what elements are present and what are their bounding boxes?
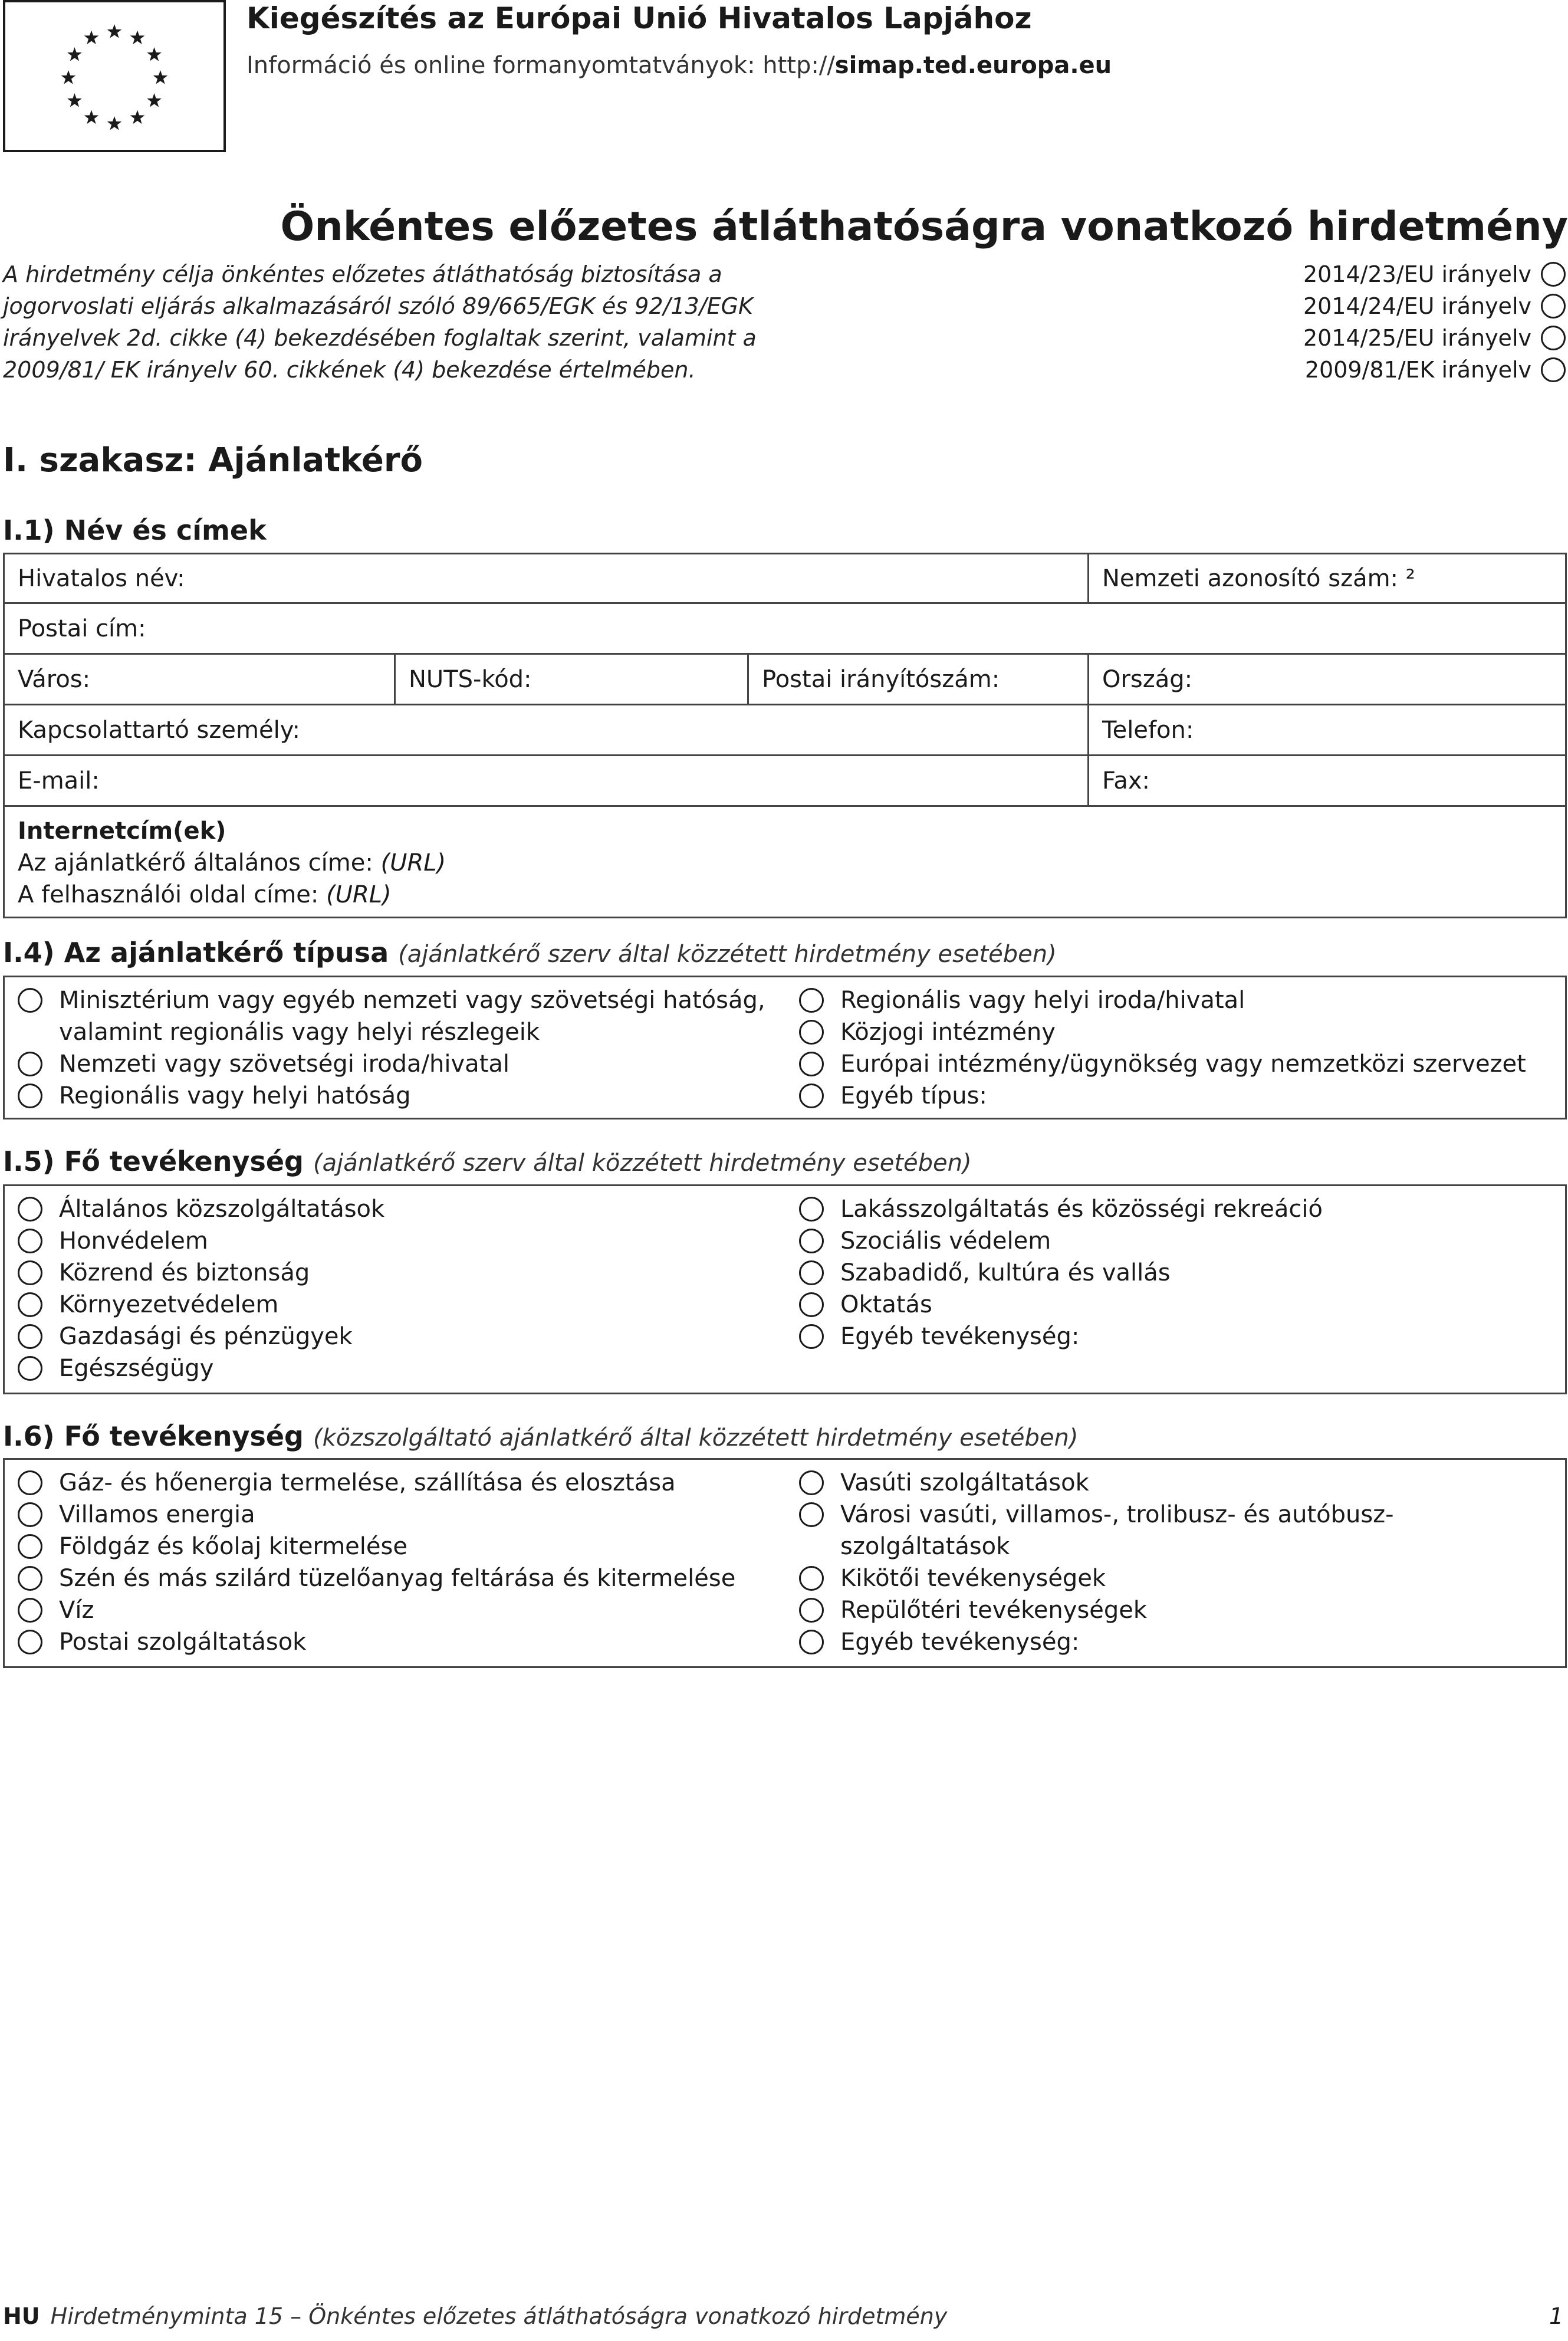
url-hint: (URL) — [326, 881, 392, 908]
telephone-field[interactable] — [1089, 705, 1565, 754]
option-radio[interactable] — [18, 1470, 42, 1495]
eu-star — [84, 30, 99, 44]
option-item[interactable] — [18, 984, 799, 1048]
option-radio[interactable] — [799, 1470, 824, 1495]
eu-star — [107, 24, 122, 38]
field-label: Ország: — [1102, 665, 1193, 693]
option-radio[interactable] — [18, 988, 42, 1013]
eu-star — [130, 30, 145, 44]
option-label: Európai intézmény/ügynökség vagy nemzetközi szervezet — [840, 1050, 1526, 1078]
field-label: Fax: — [1102, 767, 1150, 794]
postal-address-field[interactable] — [5, 604, 1565, 653]
footer-text: Hirdetményminta 15 – Önkéntes előzetes átláthatóságra vonatkozó hirdetmény — [50, 2303, 948, 2329]
option-radio[interactable] — [799, 1020, 824, 1045]
directive-option[interactable] — [1303, 322, 1566, 354]
option-radio[interactable] — [18, 1534, 42, 1559]
page-footer — [3, 2303, 947, 2329]
directive-label: 2009/81/EK irányelv — [1304, 357, 1531, 383]
s15-heading-text: I.5) Fő tevékenység — [3, 1145, 304, 1177]
option-item[interactable] — [18, 1531, 799, 1562]
option-item[interactable] — [18, 1225, 799, 1257]
directive-option[interactable] — [1303, 354, 1566, 386]
option-label: Honvédelem — [59, 1227, 208, 1255]
main-address-field[interactable] — [18, 847, 446, 879]
option-radio[interactable] — [799, 1630, 824, 1654]
option-label: Közjogi intézmény — [840, 1019, 1056, 1046]
s14-heading — [3, 937, 1057, 968]
field-label: Nemzeti azonosító szám: ² — [1102, 564, 1415, 592]
option-label: Általános közszolgáltatások — [59, 1196, 385, 1223]
option-item[interactable] — [799, 1594, 1552, 1626]
s14-note: (ajánlatkérő szerv által közzétett hirdetmény esetében) — [398, 941, 1057, 968]
option-label: Lakásszolgáltatás és közösségi rekreáció — [840, 1196, 1323, 1223]
national-id-field[interactable] — [1089, 554, 1565, 602]
option-item[interactable] — [18, 1626, 799, 1658]
option-label: Villamos energia — [59, 1501, 255, 1528]
option-radio[interactable] — [18, 1260, 42, 1285]
table-row — [5, 705, 1565, 756]
s15-note: (ajánlatkérő szerv által közzétett hirdetmény esetében) — [313, 1150, 972, 1177]
directive-radio[interactable] — [1541, 262, 1566, 287]
field-label: E-mail: — [18, 767, 100, 794]
options-left-column — [18, 1467, 799, 1660]
option-radio[interactable] — [18, 1052, 42, 1076]
field-label: Kapcsolattartó személy: — [18, 716, 300, 744]
option-radio[interactable] — [18, 1292, 42, 1317]
nuts-code-field[interactable] — [396, 655, 749, 704]
option-label: Egyéb típus: — [840, 1082, 987, 1109]
field-label: Hivatalos név: — [18, 564, 185, 592]
eu-flag-logo — [3, 0, 226, 152]
directive-options — [1303, 258, 1566, 386]
option-radio[interactable] — [799, 1084, 824, 1108]
field-label: Város: — [18, 665, 91, 693]
s15-heading — [3, 1145, 972, 1177]
option-item[interactable] — [799, 1467, 1552, 1499]
option-item[interactable] — [799, 1499, 1552, 1562]
option-label: Víz — [59, 1597, 94, 1624]
email-field[interactable] — [5, 756, 1089, 805]
option-radio[interactable] — [18, 1356, 42, 1381]
eu-star — [67, 93, 82, 107]
option-item[interactable] — [799, 1016, 1552, 1048]
option-radio[interactable] — [18, 1630, 42, 1654]
option-label: Vasúti szolgáltatások — [840, 1469, 1089, 1496]
url-hint: (URL) — [380, 849, 446, 876]
s11-heading: I.1) Név és címek — [3, 514, 267, 546]
option-item[interactable] — [18, 1352, 799, 1384]
table-row — [5, 604, 1565, 655]
option-radio[interactable] — [799, 988, 824, 1013]
option-label: Postai szolgáltatások — [59, 1628, 307, 1656]
s16-heading — [3, 1420, 1078, 1452]
field-label: Az ajánlatkérő általános címe: — [18, 849, 373, 876]
eu-star — [130, 110, 145, 124]
notice-title: Önkéntes előzetes átláthatóságra vonatkozó hirdetmény — [280, 203, 1568, 250]
option-label: Oktatás — [840, 1291, 932, 1318]
s16-heading-text: I.6) Fő tevékenység — [3, 1420, 304, 1452]
eu-star — [153, 70, 168, 84]
option-label: Környezetvédelem — [59, 1291, 279, 1318]
option-item[interactable] — [18, 1080, 799, 1112]
option-radio[interactable] — [18, 1566, 42, 1591]
internet-heading: Internetcím(ek) — [18, 817, 226, 845]
section-title: I. szakasz: Ajánlatkérő — [3, 441, 423, 480]
option-radio[interactable] — [799, 1598, 824, 1623]
eu-star — [107, 116, 122, 130]
option-item[interactable] — [799, 1626, 1552, 1658]
option-radio[interactable] — [18, 1084, 42, 1108]
utility-activity-options — [3, 1458, 1567, 1668]
option-item[interactable] — [18, 1499, 799, 1531]
option-item[interactable] — [18, 1048, 799, 1080]
field-label: A felhasználói oldal címe: — [18, 881, 319, 908]
page-number: 1 — [1549, 2303, 1563, 2329]
table-row — [5, 756, 1565, 807]
option-radio[interactable] — [18, 1324, 42, 1349]
option-label: Regionális vagy helyi iroda/hivatal — [840, 987, 1245, 1014]
buyer-profile-field[interactable] — [18, 879, 446, 911]
eu-star — [61, 70, 76, 84]
eu-star — [67, 47, 82, 61]
main-activity-options — [3, 1184, 1567, 1394]
supplement-info — [246, 52, 1112, 79]
official-name-field[interactable] — [5, 554, 1089, 602]
field-label: Postai cím: — [18, 615, 146, 642]
option-item[interactable] — [18, 1289, 799, 1321]
option-label: Egyéb tevékenység: — [840, 1323, 1080, 1350]
option-item[interactable] — [799, 1321, 1552, 1352]
option-radio[interactable] — [799, 1052, 824, 1076]
option-radio[interactable] — [799, 1502, 824, 1527]
option-item[interactable] — [18, 1594, 799, 1626]
directive-radio[interactable] — [1541, 294, 1566, 319]
option-label: Gazdasági és pénzügyek — [59, 1323, 353, 1350]
fax-field[interactable] — [1089, 756, 1565, 805]
options-right-column — [799, 1467, 1552, 1660]
town-field[interactable] — [5, 655, 396, 704]
directive-label: 2014/24/EU irányelv — [1303, 293, 1531, 319]
option-item[interactable] — [799, 1257, 1552, 1289]
supplement-title: Kiegészítés az Európai Unió Hivatalos Lapjához — [246, 1, 1032, 35]
name-address-table — [3, 553, 1567, 918]
purpose-text: A hirdetmény célja önkéntes előzetes átláthatóság biztosítása a jogorvoslati eljárás alkalmazásáról szóló 89/665/EGK és 92/13/EGK irányelvek 2d. cikke (4) bekezdésében foglaltak szerint, valamint a 2009/81/ EK irányelv 60. cikkének (4) bekezdése értelmében. — [3, 261, 757, 383]
eu-star — [147, 93, 162, 107]
options-left-column — [18, 984, 799, 1112]
directive-label: 2014/23/EU irányelv — [1303, 261, 1531, 287]
simap-link[interactable]: simap.ted.europa.eu — [834, 52, 1112, 79]
option-radio[interactable] — [799, 1324, 824, 1349]
table-row — [5, 554, 1565, 604]
option-radio[interactable] — [18, 1502, 42, 1527]
option-item[interactable] — [799, 1225, 1552, 1257]
option-item[interactable] — [18, 1321, 799, 1352]
option-item[interactable] — [18, 1562, 799, 1594]
option-label: Nemzeti vagy szövetségi iroda/hivatal — [59, 1050, 510, 1078]
directive-label: 2014/25/EU irányelv — [1303, 325, 1531, 351]
option-item[interactable] — [18, 1467, 799, 1499]
option-label: Egyéb tevékenység: — [840, 1628, 1080, 1656]
option-item[interactable] — [799, 984, 1552, 1016]
option-item[interactable] — [799, 1080, 1552, 1112]
option-label: Közrend és biztonság — [59, 1259, 310, 1286]
directive-radio[interactable] — [1541, 357, 1566, 382]
option-label: Gáz- és hőenergia termelése, szállítása és elosztása — [59, 1469, 676, 1496]
option-radio[interactable] — [799, 1260, 824, 1285]
footer-lang: HU — [3, 2303, 40, 2329]
option-item[interactable] — [799, 1048, 1552, 1080]
option-label: Szén és más szilárd tüzelőanyag feltárása és kitermelése — [59, 1565, 736, 1592]
eu-star — [147, 47, 162, 61]
option-label: Földgáz és kőolaj kitermelése — [59, 1533, 407, 1560]
option-item[interactable] — [18, 1193, 799, 1225]
country-field[interactable] — [1089, 655, 1565, 704]
field-label: Telefon: — [1102, 716, 1194, 744]
option-radio[interactable] — [799, 1229, 824, 1253]
field-label: Postai irányítószám: — [762, 665, 1000, 693]
option-label: Városi vasúti, villamos-, trolibusz- és autóbusz-szolgáltatások — [840, 1501, 1394, 1560]
authority-type-options — [3, 976, 1567, 1119]
eu-stars-icon — [5, 2, 223, 150]
option-item[interactable] — [799, 1562, 1552, 1594]
options-left-column — [18, 1193, 799, 1387]
option-radio[interactable] — [799, 1197, 824, 1222]
s14-heading-text: I.4) Az ajánlatkérő típusa — [3, 937, 389, 968]
option-radio[interactable] — [799, 1566, 824, 1591]
option-radio[interactable] — [18, 1229, 42, 1253]
option-label: Kikötői tevékenységek — [840, 1565, 1106, 1592]
s16-note: (közszolgáltató ajánlatkérő által közzétett hirdetmény esetében) — [313, 1424, 1079, 1452]
directive-option[interactable] — [1303, 258, 1566, 290]
option-radio[interactable] — [799, 1292, 824, 1317]
directive-radio[interactable] — [1541, 326, 1566, 350]
option-label: Szociális védelem — [840, 1227, 1051, 1255]
option-item[interactable] — [799, 1193, 1552, 1225]
directive-option[interactable] — [1303, 290, 1566, 322]
option-label: Minisztérium vagy egyéb nemzeti vagy szövetségi hatóság, valamint regionális vagy helyi részlegeik — [59, 987, 765, 1046]
options-right-column — [799, 1193, 1552, 1387]
option-radio[interactable] — [18, 1598, 42, 1623]
postal-code-field[interactable] — [749, 655, 1089, 704]
table-row — [5, 807, 1565, 917]
table-row — [5, 655, 1565, 705]
option-label: Repülőtéri tevékenységek — [840, 1597, 1148, 1624]
options-right-column — [799, 984, 1552, 1112]
internet-addresses — [5, 807, 459, 917]
option-label: Egészségügy — [59, 1355, 214, 1382]
option-label: Szabadidő, kultúra és vallás — [840, 1259, 1171, 1286]
option-item[interactable] — [18, 1257, 799, 1289]
contact-person-field[interactable] — [5, 705, 1089, 754]
option-item[interactable] — [799, 1289, 1552, 1321]
option-radio[interactable] — [18, 1197, 42, 1222]
option-label: Regionális vagy helyi hatóság — [59, 1082, 411, 1109]
supplement-info-prefix: Információ és online formanyomtatványok: http:// — [246, 52, 835, 79]
field-label: NUTS-kód: — [409, 665, 532, 693]
eu-star — [84, 110, 99, 124]
